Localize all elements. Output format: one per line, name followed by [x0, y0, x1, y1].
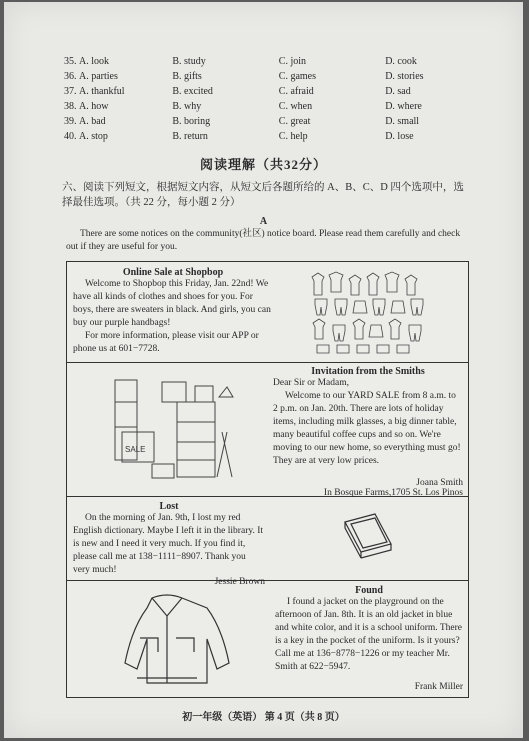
notice-yard-sale: [67, 362, 468, 497]
question-number: 36.: [64, 71, 77, 82]
option-d: D. cook: [385, 56, 417, 67]
question-number: 39.: [64, 116, 77, 127]
option-row: [64, 129, 464, 144]
option-d: D. stories: [385, 71, 424, 82]
option-b: B. excited: [172, 86, 213, 97]
notice-body: On the morning of Jan. 9th, I lost my red English dictionary. Maybe I left it in the library. It is new and I need it very much. If you find it, please call me at 138−1111−8907. Thank you very much!: [73, 513, 264, 575]
option-c: C. afraid: [278, 86, 314, 97]
notice-title: Found: [355, 585, 383, 596]
option-c: C. join: [278, 56, 307, 67]
notice-board: [66, 261, 469, 698]
option-b: B. gifts: [172, 71, 202, 82]
option-d: D. sad: [385, 86, 411, 97]
jacket-illustration: [92, 588, 242, 688]
option-a: A. stop: [79, 131, 108, 142]
option-row: [64, 114, 464, 129]
notice-body: Welcome to Shopbop this Friday, Jan. 22nd! We have all kinds of clothes and shoes for you. For boys, there are sweaters in black. And girls, you can buy our purple handbags!: [73, 279, 271, 328]
notice-online-sale: [67, 262, 468, 363]
option-b: B. return: [172, 131, 208, 142]
notice-address: In Bosque Farms,1705 St. Los Pinos: [323, 488, 463, 498]
option-a: A. bad: [79, 116, 106, 127]
option-b: B. boring: [172, 116, 211, 127]
section-title: 阅读理解（共32分）: [199, 157, 327, 172]
option-c: C. games: [278, 71, 316, 82]
question-number: 37.: [64, 86, 77, 97]
notice-title: Lost: [159, 501, 179, 512]
option-row: [64, 99, 464, 114]
notice-body: For more information, please visit our APP or phone us at 601−7728.: [73, 331, 259, 354]
option-a: A. parties: [79, 71, 118, 82]
notice-lost: [67, 496, 468, 587]
notice-body: Welcome to our YARD SALE from 8 a.m. to 2 p.m. on Jan. 20th. There are lots of holiday items, including milk glasses, a big dinner table, many beautiful coffee cups and so on. We're moving to our new home, so everything must go! They are at very low prices.: [273, 391, 461, 466]
notice-signature: Frank Miller: [414, 682, 463, 692]
page-footer: 初一年级（英语） 第 4 页（共 8 页）: [182, 712, 345, 723]
furniture-illustration: [107, 372, 237, 487]
passage-intro: There are some notices on the community(社区) notice board. Please read them carefully and check out if they are useful for you.: [66, 229, 461, 252]
notice-found: [67, 580, 468, 697]
option-row: [64, 84, 464, 99]
option-c: C. great: [278, 116, 311, 127]
option-b: B. study: [172, 56, 206, 67]
exam-page: [4, 2, 523, 738]
notice-signature: Jessie Brown: [214, 577, 265, 587]
question-number: 35.: [64, 56, 77, 67]
notice-title: Invitation from the Smiths: [311, 366, 425, 377]
option-b: B. why: [172, 101, 202, 112]
option-c: C. help: [278, 131, 308, 142]
option-row: [64, 69, 464, 84]
question-number: 40.: [64, 131, 77, 142]
question-number: 38.: [64, 101, 77, 112]
option-a: A. how: [79, 101, 109, 112]
option-d: D. where: [385, 101, 422, 112]
dictionary-illustration: [337, 510, 397, 565]
notice-greeting: Dear Sir or Madam,: [273, 378, 349, 388]
clothes-illustration: [307, 267, 432, 357]
option-a: A. thankful: [79, 86, 125, 97]
option-a: A. look: [79, 56, 109, 67]
passage-letter: A: [259, 216, 268, 227]
option-d: D. small: [385, 116, 420, 127]
option-row: [64, 54, 464, 69]
notice-signature: Joana Smith: [416, 478, 463, 488]
option-c: C. when: [278, 101, 313, 112]
option-d: D. lose: [385, 131, 414, 142]
section-instruction: 六、阅读下列短文，根据短文内容，从短文后各题所给的 A、B、C、D 四个选项中，选择最佳选项。（共 22 分，每小题 2 分）: [62, 182, 464, 208]
answer-options: [64, 54, 464, 144]
sale-sign-text: SALE: [125, 445, 146, 454]
notice-title: Online Sale at Shopbop: [122, 267, 224, 278]
notice-body: I found a jacket on the playground on the afternoon of Jan. 8th. It is an old jacket in blue and white color, and it is a school uniform. There is a key in the pocket of the uniform. Is it yours? Call me at 136−8778−1226 or my teacher Mr. Smith at 622−5947.: [275, 597, 463, 672]
